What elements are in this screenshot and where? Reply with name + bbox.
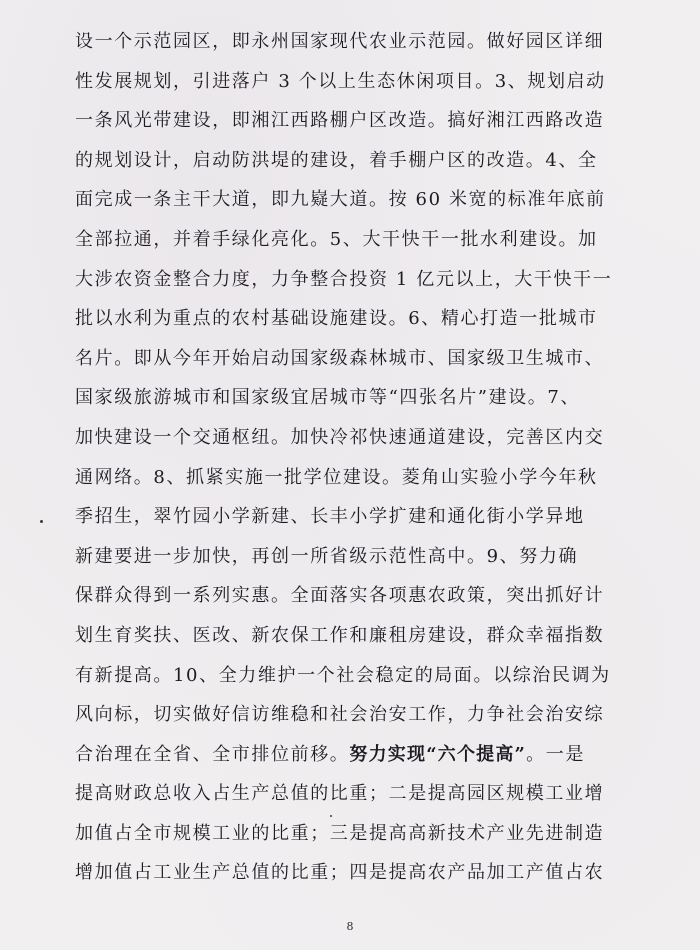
text-line: 增加值占工业生产总值的比重；四是提高农产品加工产值占农 [75, 862, 605, 884]
page-number: 8 [346, 920, 354, 933]
text-line: 面完成一条主干大道，即九嶷大道。按 60 米宽的标准年底前 [75, 189, 606, 211]
text-line: 性发展规划，引进落户 3 个以上生态休闲项目。3、规划启动 [75, 70, 606, 92]
text-segment: 合治理在全省、全市排位前移。 [75, 743, 350, 765]
text-line: 季招生，翠竹园小学新建、长丰小学扩建和通化街小学异地 [75, 506, 585, 528]
emphasized-heading-六个提高: 努力实现“六个提高” [349, 743, 527, 765]
scan-speck [40, 520, 43, 523]
text-line: 一条风光带建设，即湘江西路棚户区改造。搞好湘江西路改造 [75, 110, 605, 132]
text-line: 提高财政总收入占生产总值的比重；二是提高园区规模工业增 [75, 783, 605, 805]
text-line: 加值占全市规模工业的比重；三是提高高新技术产业先进制造 [75, 822, 605, 844]
text-line: 有新提高。10、全力维护一个社会稳定的局面。以综治民调为 [75, 664, 611, 686]
text-line: 划生育奖扶、医改、新农保工作和廉租房建设，群众幸福指数 [75, 624, 605, 646]
text-line: 设一个示范园区，即永州国家现代农业示范园。做好园区详细 [75, 31, 605, 52]
text-line: 加快建设一个交通枢纽。加快冷祁快速通道建设，完善区内交 [75, 426, 605, 448]
text-line-with-emphasis [75, 735, 625, 775]
text-line: 保群众得到一系列实惠。全面落实各项惠农政策，突出抓好计 [75, 585, 605, 607]
text-segment: 。一是 [526, 743, 585, 765]
text-line: 全部拉通，并着手绿化亮化。5、大干快干一批水利建设。加 [75, 228, 598, 250]
text-line: 风向标，切实做好信访维稳和社会治安工作，力争社会治安综 [75, 704, 605, 726]
text-line: 大涉农资金整合力度，力争整合投资 1 亿元以上，大干快干一 [75, 268, 613, 290]
text-line: 新建要进一步加快，再创一所省级示范性高中。9、努力确 [75, 545, 579, 567]
text-line: 的规划设计，启动防洪堤的建设，着手棚户区的改造。4、全 [75, 149, 598, 171]
text-line: 批以水利为重点的农村基础设施建设。6、精心打造一批城市 [75, 308, 598, 330]
text-line: 国家级旅游城市和国家级宜居城市等“四张名片”建设。7、 [75, 387, 581, 409]
scan-speck [330, 815, 332, 817]
body-text [75, 22, 625, 893]
text-line: 通网络。8、抓紧实施一批学位建设。菱角山实验小学今年秋 [75, 466, 598, 488]
text-line: 名片。即从今年开始启动国家级森林城市、国家级卫生城市、 [75, 347, 605, 369]
